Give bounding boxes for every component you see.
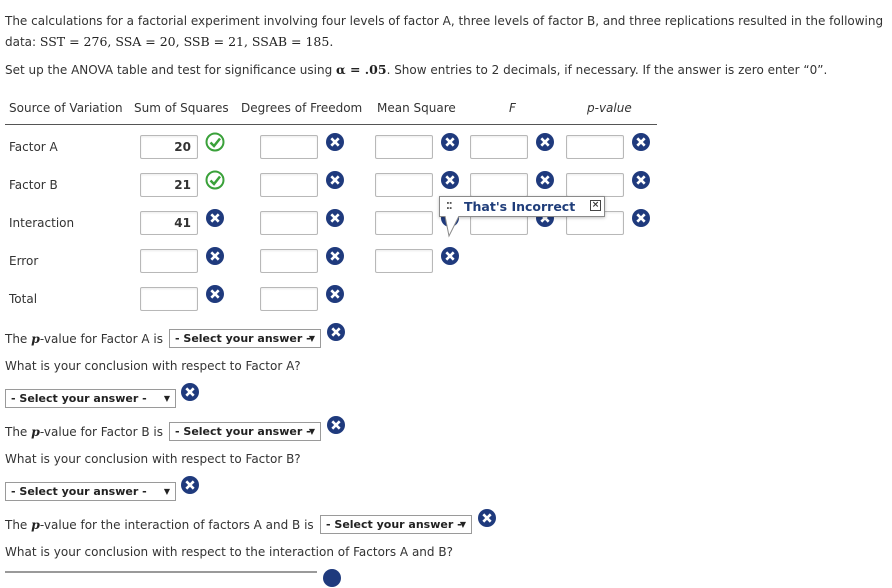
chevron-down-icon: ▼ [308,427,315,436]
header-degrees-of-freedom: Degrees of Freedom [241,101,363,115]
p-value-a-label: The p-value for Factor A is [5,331,163,346]
row-label-factor-a: Factor A [9,140,58,154]
conclusion-b-select[interactable]: - Select your answer - ▼ [5,482,176,501]
ss-input-factor-a[interactable]: 20 [140,135,198,159]
tooltip-text: That's Incorrect [464,199,576,214]
header-sum-of-squares: Sum of Squares [134,101,229,115]
df-input-factor-b[interactable] [260,173,318,197]
header-f: F [509,101,516,115]
chevron-down-icon: ▼ [308,334,315,343]
f-input-factor-b[interactable] [470,173,528,197]
x-circle-icon [326,415,346,435]
x-circle-icon [325,246,345,266]
df-input-interaction[interactable] [260,211,318,235]
close-icon[interactable]: × [591,200,600,210]
x-circle-icon [325,208,345,228]
x-circle-icon [322,568,342,588]
ms-input-factor-a[interactable] [375,135,433,159]
x-circle-icon [325,132,345,152]
x-circle-icon [535,170,555,190]
x-circle-icon [440,132,460,152]
ss-input-factor-b[interactable]: 21 [140,173,198,197]
drag-grip-icon[interactable]: ⁚⁚ [446,201,452,212]
df-input-factor-a[interactable] [260,135,318,159]
p-value-ab-label: The p-value for the interaction of factors A and B is [5,517,314,532]
x-circle-icon [180,475,200,495]
row-label-interaction: Interaction [9,216,75,230]
x-circle-icon [535,132,555,152]
x-circle-icon [325,284,345,304]
question-data-values: SST = 276, SSA = 20, SSB = 21, SSAB = 185. [39,34,334,49]
ss-input-total[interactable] [140,287,198,311]
ss-input-error[interactable] [140,249,198,273]
tooltip-pointer [443,216,463,238]
x-circle-icon [477,508,497,528]
f-input-factor-a[interactable] [470,135,528,159]
header-p-value: p-value [587,101,632,115]
x-circle-icon [325,170,345,190]
chevron-down-icon: ▼ [163,394,170,403]
df-input-error[interactable] [260,249,318,273]
p-value-a-select[interactable]: - Select your answer - ▼ [169,329,321,348]
p-value-ab-select[interactable]: - Select your answer - ▼ [320,515,472,534]
header-source: Source of Variation [9,101,123,115]
ms-input-error[interactable] [375,249,433,273]
conclusion-ab-question: What is your conclusion with respect to the interaction of Factors A and B? [5,545,453,559]
x-circle-icon [440,246,460,266]
conclusion-a-select[interactable]: - Select your answer - ▼ [5,389,176,408]
x-circle-icon [631,170,651,190]
x-circle-icon [440,170,460,190]
row-label-total: Total [9,292,38,306]
x-circle-icon [180,382,200,402]
feedback-tooltip [439,196,605,217]
p-input-factor-b[interactable] [566,173,624,197]
x-circle-icon [205,246,225,266]
alpha-value: α = .05 [336,62,387,77]
row-label-factor-b: Factor B [9,178,58,192]
question-line-3: Set up the ANOVA table and test for significance using α = .05. Show entries to 2 decimals, if necessary. If the answer is zero enter “0”. [5,62,828,77]
question-line-2: data: SST = 276, SSA = 20, SSB = 21, SSAB = 185. [5,34,334,49]
ms-input-factor-b[interactable] [375,173,433,197]
x-circle-icon [205,208,225,228]
chevron-down-icon: ▼ [459,520,466,529]
x-circle-icon [205,284,225,304]
p-value-b-select[interactable]: - Select your answer - ▼ [169,422,321,441]
chevron-down-icon: ▼ [163,487,170,496]
header-divider [5,124,657,125]
conclusion-b-question: What is your conclusion with respect to Factor B? [5,452,301,466]
check-circle-icon [205,170,225,190]
df-input-total[interactable] [260,287,318,311]
ss-input-interaction[interactable]: 41 [140,211,198,235]
ms-input-interaction[interactable] [375,211,433,235]
conclusion-a-question: What is your conclusion with respect to Factor A? [5,359,301,373]
x-circle-icon [631,208,651,228]
check-circle-icon [205,132,225,152]
p-input-factor-a[interactable] [566,135,624,159]
p-value-b-label: The p-value for Factor B is [5,424,163,439]
x-circle-icon [631,132,651,152]
row-label-error: Error [9,254,39,268]
x-circle-icon [326,322,346,342]
header-mean-square: Mean Square [377,101,456,115]
question-line-1: The calculations for a factorial experiment involving four levels of factor A, three levels of factor B, and three replications resulted in the following [5,14,884,28]
